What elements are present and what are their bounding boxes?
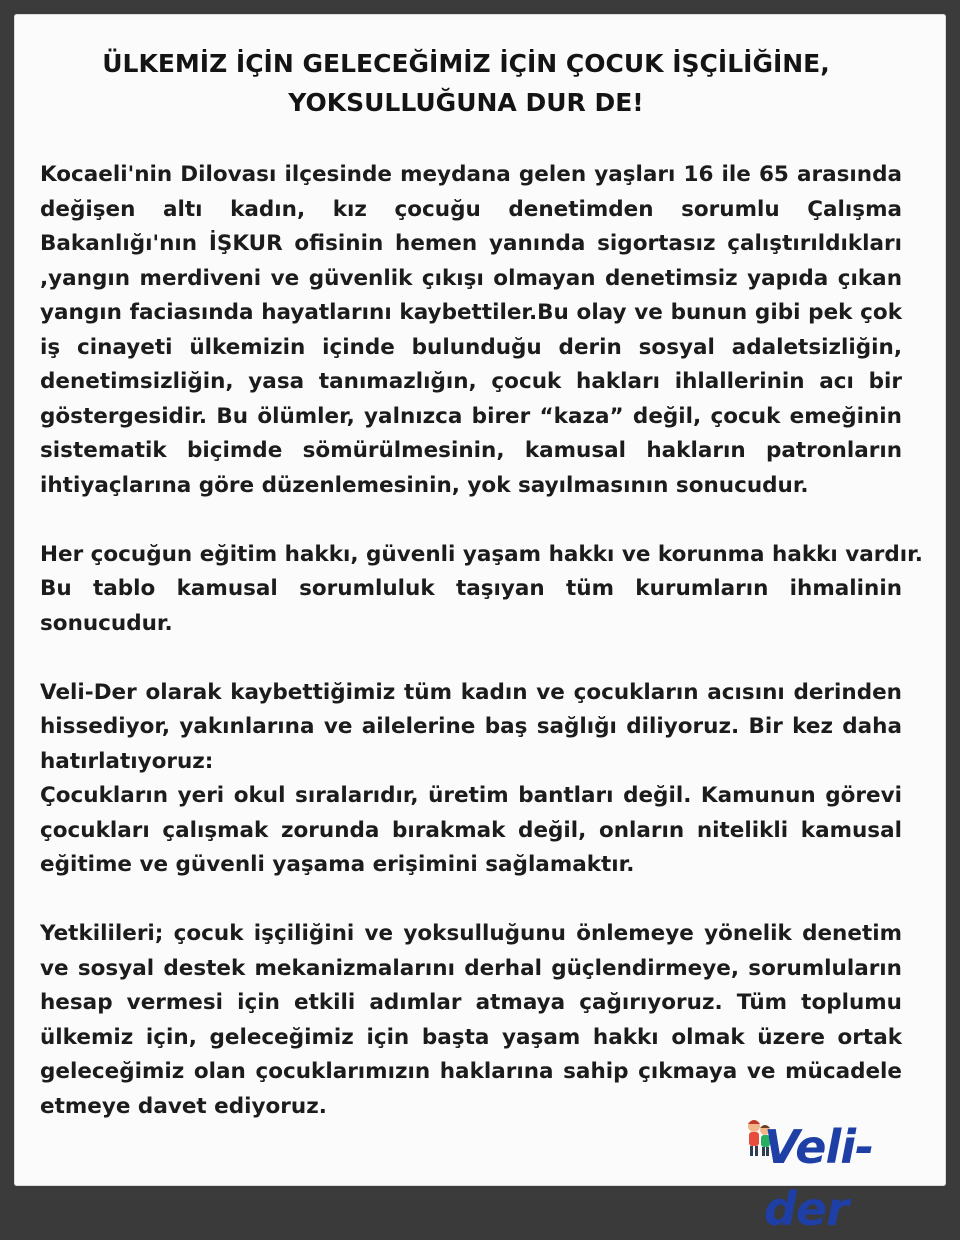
paragraph-line: Çocukların yeri okul sıralarıdır, üretim bantları değil. Kamunun görevi xyxy=(40,783,902,808)
paragraph-line: sistematik biçimde sömürülmesinin, kamusal hakların patronların xyxy=(40,438,902,463)
paragraph-line: hatırlatıyoruz: xyxy=(40,748,214,774)
title-line-1: ÜLKEMİZ İÇİN GELECEĞİMİZ İÇİN ÇOCUK İŞÇİLİĞİNE, xyxy=(102,49,830,78)
paragraph-line: ihtiyaçlarına göre düzenlemesinin, yok sayılmasının sonucudur. xyxy=(40,472,809,498)
paragraph-line: ve sosyal destek mekanizmalarını derhal güçlendirmeye, sorumluların xyxy=(40,955,902,981)
paragraph-4 xyxy=(40,917,902,1124)
veli-der-logo xyxy=(744,1116,914,1236)
paragraph-line: Bu tablo kamusal sorumluluk taşıyan tüm kurumların ihmalinin xyxy=(40,576,902,601)
document-title xyxy=(40,44,892,122)
paragraph-line: ülkemiz için, geleceğimiz için başta yaşam hakkı olmak üzere ortak xyxy=(40,1024,902,1050)
paragraph-line: Yetkilileri; çocuk işçiliğini ve yoksulluğunu önlemeye yönelik denetim xyxy=(40,921,902,946)
title-line-2: YOKSULLUĞUNA DUR DE! xyxy=(288,88,644,117)
paragraph-line: değişen altı kadın, kız çocuğu denetimden sorumlu Çalışma xyxy=(40,196,902,222)
paragraph-line: Veli-Der olarak kaybettiğimiz tüm kadın ve çocukların acısını derinden xyxy=(40,679,902,705)
paragraph-line: göstergesidir. Bu ölümler, yalnızca birer “kaza” değil, çocuk emeğinin xyxy=(40,403,902,429)
paragraph-line: denetimsizliğin, yasa tanımazlığın, çocuk hakları ihlallerinin acı bir xyxy=(40,369,902,394)
paragraph-line: ,yangın merdiveni ve güvenlik çıkışı olmayan denetimsiz yapıda çıkan xyxy=(40,265,902,291)
paragraph-line: geleceğimiz olan çocuklarımızın haklarına sahip çıkmaya ve mücadele xyxy=(40,1059,902,1084)
paragraph-line: hesap vermesi için etkili adımlar atmaya çağırıyoruz. Tüm toplumu xyxy=(40,990,902,1015)
paragraph-line: Bakanlığı'nın İŞKUR ofisinin hemen yanında sigortasız çalıştırıldıkları xyxy=(40,231,902,256)
paragraph-line: eğitime ve güvenli yaşama erişimini sağlamaktır. xyxy=(40,852,635,877)
paragraph-2 xyxy=(40,538,923,642)
paragraph-line: çocukları çalışmak zorunda bırakmak değil, onların nitelikli kamusal xyxy=(40,817,902,843)
paragraph-line: yangın faciasında hayatlarını kaybettiler.Bu olay ve bunun gibi pek çok xyxy=(40,300,902,325)
paragraph-line: etmeye davet ediyoruz. xyxy=(40,1093,327,1119)
paragraph-line: Kocaeli'nin Dilovası ilçesinde meydana gelen yaşları 16 ile 65 arasında xyxy=(40,162,902,187)
paragraph-line: sonucudur. xyxy=(40,610,173,636)
paragraph-line: Her çocuğun eğitim hakkı, güvenli yaşam hakkı ve korunma hakkı vardır. xyxy=(40,541,923,567)
paragraph-1 xyxy=(40,158,902,503)
logo-text: Veli-der xyxy=(764,1120,874,1236)
document-body xyxy=(40,158,923,1159)
paragraph-3 xyxy=(40,676,902,883)
paragraph-line: iş cinayeti ülkemizin içinde bulunduğu derin sosyal adaletsizliğin, xyxy=(40,334,902,360)
paragraph-line: hissediyor, yakınlarına ve ailelerine baş sağlığı diliyoruz. Bir kez daha xyxy=(40,714,902,739)
